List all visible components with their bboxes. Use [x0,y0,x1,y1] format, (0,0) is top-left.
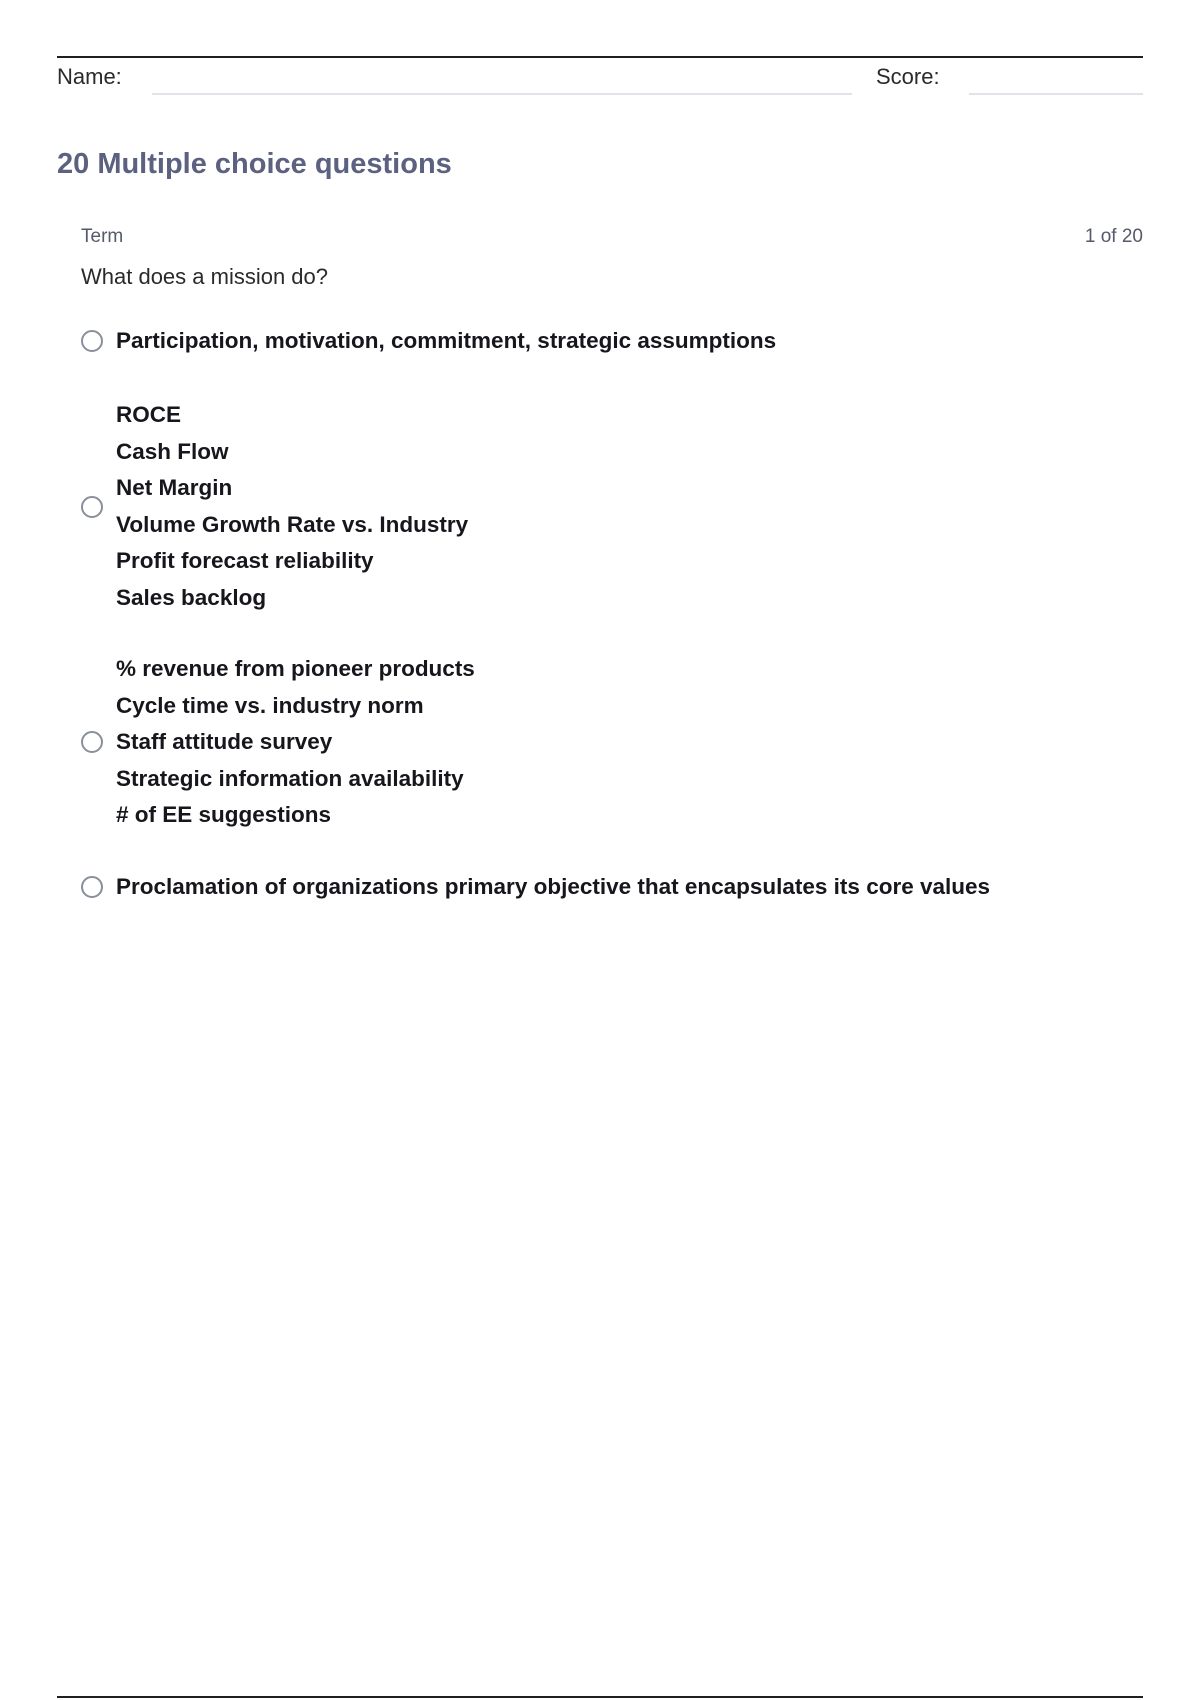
term-label: Term [81,226,124,247]
score-label: Score: [876,64,940,89]
option-text [116,869,990,906]
question-counter: 1 of 20 [1084,226,1143,247]
answer-option-4[interactable] [81,869,1143,906]
answer-option-3[interactable] [81,651,1143,834]
option-line: # of EE suggestions [116,802,332,827]
option-line: Net Margin [116,475,233,500]
option-line: Volume Growth Rate vs. Industry [116,511,469,537]
option-line: Profit forecast reliability [116,548,374,573]
question-prompt: What does a mission do? [81,264,329,289]
option-line: Cash Flow [116,438,229,464]
bottom-divider [57,1696,1143,1698]
option-line: Staff attitude survey [116,729,333,754]
option-text [116,651,475,834]
radio-button-icon[interactable] [81,731,103,753]
option-line: Cycle time vs. industry norm [116,692,424,718]
top-divider [57,56,1143,58]
name-field[interactable] [152,93,852,95]
section-title: 20 Multiple choice questions [57,148,452,180]
option-line: Participation, motivation, commitment, strategic assumptions [116,328,777,353]
option-line: Sales backlog [116,584,267,610]
name-label: Name: [57,64,122,89]
radio-button-icon[interactable] [81,876,103,898]
radio-button-icon[interactable] [81,330,103,352]
option-line: ROCE [116,402,182,427]
answer-option-2[interactable] [81,397,1143,616]
option-line: Proclamation of organizations primary objective that encapsulates its core values [116,874,991,899]
score-field[interactable] [969,93,1143,95]
option-text [116,323,776,360]
option-text [116,397,468,616]
header-row [57,62,1143,98]
option-line: % revenue from pioneer products [116,656,475,681]
radio-button-icon[interactable] [81,496,103,518]
answer-option-1[interactable] [81,323,1143,360]
option-line: Strategic information availability [116,765,464,791]
